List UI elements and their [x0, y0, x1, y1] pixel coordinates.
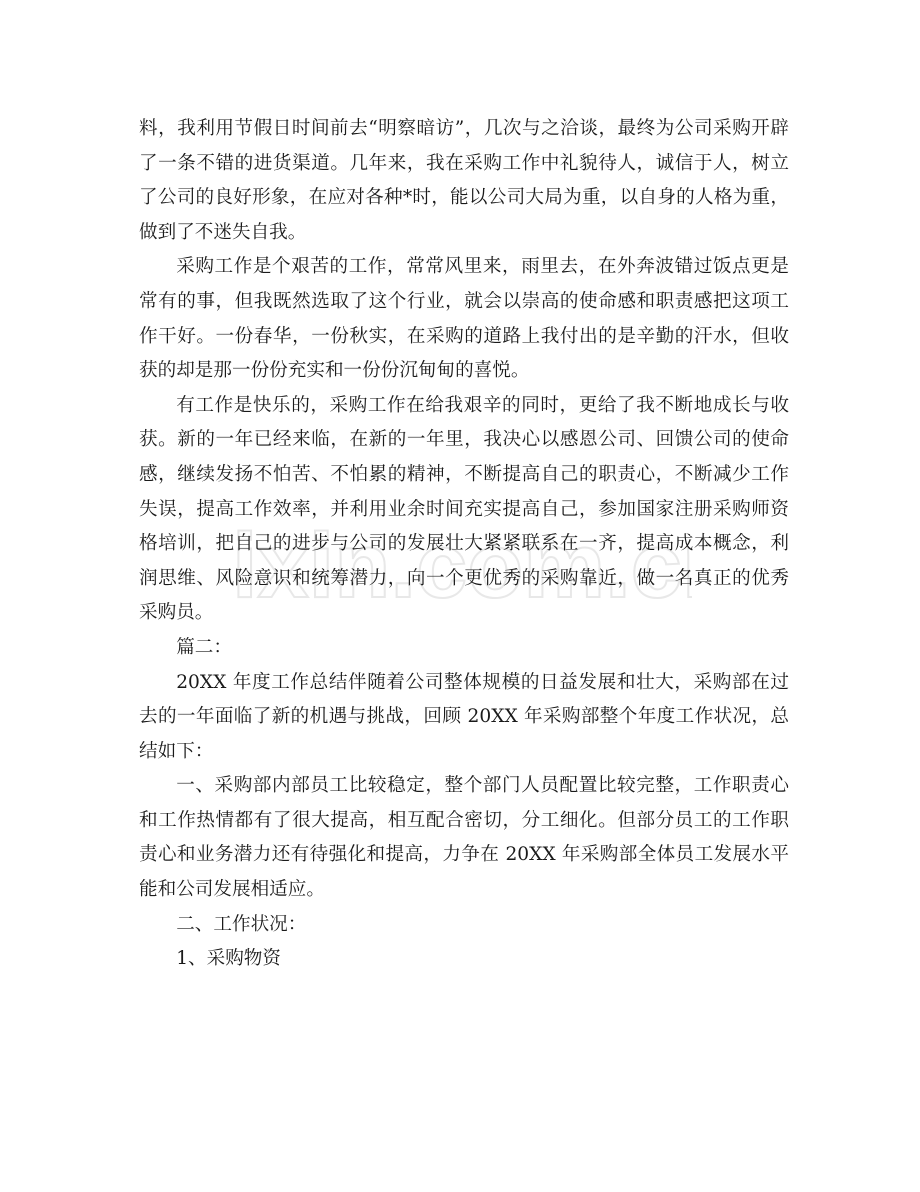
section-heading-work-status: 二、工作状况：: [176, 913, 307, 935]
paragraph-4: 20XX 年度工作总结伴随着公司整体规模的日益发展和壮大，采购部在过去的一年面临了新的机遇与挑战，回顾 20XX 年采购部整个年度工作状况，总结如下：: [139, 671, 789, 762]
paragraph-1: 料，我利用节假日时间前去“明察暗访”，几次与之洽谈，最终为公司采购开辟了一条不错的进货渠道。几年来，我在采购工作中礼貌待人，诚信于人，树立了公司的良好形象，在应对各种*时，能以公司大局为重，以自身的人格为重，做到了不迷失自我。: [139, 118, 789, 243]
watermark-text: ixin.com.c: [232, 515, 682, 617]
paragraph-5: 一、采购部内部员工比较稳定，整个部门人员配置比较完整，工作职责心和工作热情都有了很大提高，相互配合密切，分工细化。但部分员工的工作职责心和业务潜力还有待强化和提高，力争在 20XX 年采购部全体员工发展水平能和公司发展相适应。: [139, 775, 789, 901]
paragraph-2: 采购工作是个艰苦的工作，常常风里来，雨里去，在外奔波错过饭点更是常有的事，但我既然选取了这个行业，就会以崇高的使命感和职责感把这项工作干好。一份春华，一份秋实，在采购的道路上我付出的是辛勤的汗水，但收获的却是那一份份充实和一份份沉甸甸的喜悦。: [139, 256, 789, 382]
paragraph-3: 有工作是快乐的，采购工作在给我艰辛的同时，更给了我不断地成长与收获。新的一年已经来临，在新的一年里，我决心以感恩公司、回馈公司的使命感，继续发扬不怕苦、不怕累的精神，不断提高自己的职责心，不断减少工作失误，提高工作效率，并利用业余时间充实提高自己，参加国家注册采购师资格培训，把自己的进步与公司的发展壮大紧紧联系在一齐，提高成本概念，利润思维、风险意识和统筹潜力，向一个更优秀的采购靠近，做一名真正的优秀采购员。: [139, 394, 789, 624]
document-body: [139, 112, 789, 977]
subsection-heading-purchased-materials: 1、采购物资: [176, 948, 281, 970]
section-heading-part-two: 篇二：: [176, 636, 232, 658]
